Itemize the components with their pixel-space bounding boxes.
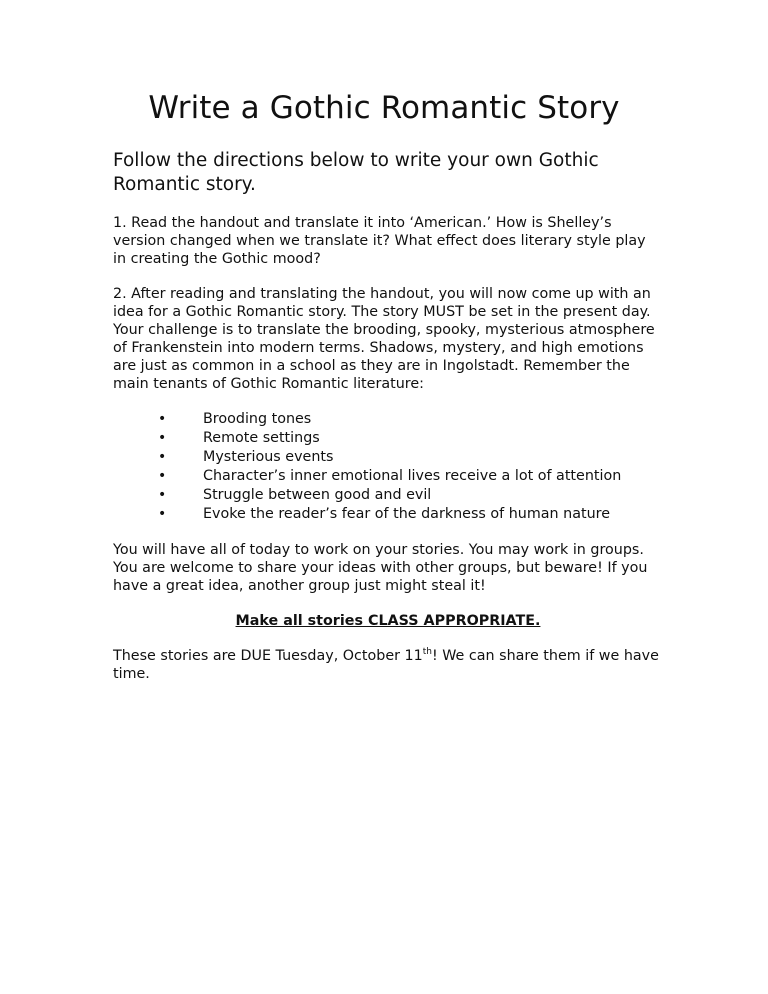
- list-item-text: Character’s inner emotional lives receive a lot of attention: [203, 468, 622, 484]
- list-item: [113, 486, 663, 505]
- gothic-tenets-list: [113, 410, 663, 524]
- bullet-icon: •: [158, 506, 167, 522]
- list-item: [113, 505, 663, 524]
- list-item: [113, 429, 663, 448]
- document-body: [113, 149, 663, 700]
- bullet-icon: •: [158, 468, 167, 484]
- page-title: Write a Gothic Romantic Story: [148, 90, 620, 126]
- paragraph-work-time: You will have all of today to work on your stories. You may work in groups. You are welcome to share your ideas with other groups, but beware! If you have a great idea, another group just might steal it!: [113, 542, 648, 594]
- list-item: [113, 410, 663, 429]
- list-item-text: Mysterious events: [203, 449, 334, 465]
- due-date-paragraph: [113, 647, 663, 683]
- bullet-icon: •: [158, 487, 167, 503]
- bullet-icon: •: [158, 411, 167, 427]
- list-item-text: Struggle between good and evil: [203, 487, 432, 503]
- list-item-text: Evoke the reader’s fear of the darkness of human nature: [203, 506, 610, 522]
- due-date-text-end: ! We can share them if we have time.: [113, 648, 659, 682]
- list-item: [113, 448, 663, 467]
- due-date-suffix: th: [422, 647, 432, 658]
- subtitle: Follow the directions below to write your own Gothic Romantic story.: [113, 150, 599, 195]
- bullet-icon: •: [158, 430, 167, 446]
- list-item-text: Brooding tones: [203, 411, 312, 427]
- paragraph-step-2: 2. After reading and translating the handout, you will now come up with an idea for a Gothic Romantic story. The story MUST be set in the present day. Your challenge is to translate the brooding, spooky, mysterious atmosphere of Frankenstein into modern terms. Shadows, mystery, and high emotions are just as common in a school as they are in Ingolstadt. Remember the main tenants of Gothic Romantic literature:: [113, 286, 655, 392]
- bullet-icon: •: [158, 449, 167, 465]
- paragraph-step-1: 1. Read the handout and translate it into ‘American.’ How is Shelley’s version changed when we translate it? What effect does literary style play in creating the Gothic mood?: [113, 215, 646, 267]
- class-appropriate-note: Make all stories CLASS APPROPRIATE.: [235, 613, 541, 629]
- list-item: [113, 467, 663, 486]
- due-date-text: These stories are DUE Tuesday, October 11: [113, 648, 423, 664]
- list-item-text: Remote settings: [203, 430, 320, 446]
